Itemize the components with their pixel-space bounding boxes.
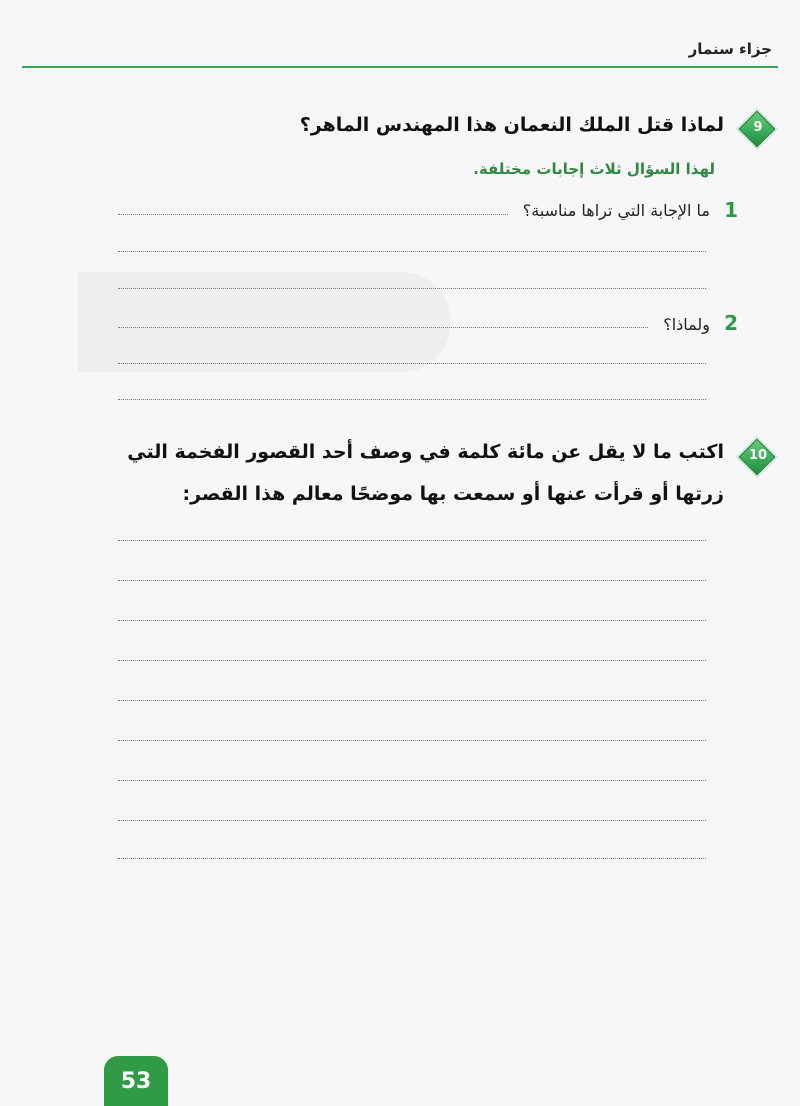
answer-line[interactable] bbox=[118, 858, 706, 859]
question-9-hint: لهذا السؤال ثلاث إجابات مختلفة. bbox=[473, 160, 715, 178]
bleed-through-banner bbox=[78, 272, 450, 372]
question-9-part-2-number: 2 bbox=[724, 311, 738, 335]
header-divider bbox=[22, 66, 778, 68]
answer-line[interactable] bbox=[118, 740, 706, 741]
question-10-number: 10 bbox=[748, 448, 768, 463]
answer-line[interactable] bbox=[118, 820, 706, 821]
answer-line[interactable] bbox=[118, 700, 706, 701]
question-9-part-2-text: ولماذا؟ bbox=[663, 315, 710, 334]
page-number: 53 bbox=[120, 1068, 152, 1094]
answer-line[interactable] bbox=[118, 327, 648, 328]
answer-line[interactable] bbox=[118, 580, 706, 581]
answer-line[interactable] bbox=[118, 540, 706, 541]
question-9-number: 9 bbox=[753, 120, 763, 135]
question-10-text-line-1: اكتب ما لا يقل عن مائة كلمة في وصف أحد القصور الفخمة التي bbox=[127, 441, 724, 463]
answer-line[interactable] bbox=[118, 288, 706, 289]
answer-line[interactable] bbox=[118, 620, 706, 621]
answer-line[interactable] bbox=[118, 399, 706, 400]
answer-line[interactable] bbox=[118, 780, 706, 781]
question-10-text-line-2: زرتها أو قرأت عنها أو سمعت بها موضحًا معالم هذا القصر: bbox=[182, 483, 724, 505]
answer-line[interactable] bbox=[118, 363, 706, 364]
page-header-title: جزاء سنمار bbox=[688, 40, 772, 58]
question-9-part-1-number: 1 bbox=[724, 198, 738, 222]
answer-line[interactable] bbox=[118, 251, 706, 252]
answer-line[interactable] bbox=[118, 214, 508, 215]
answer-line[interactable] bbox=[118, 660, 706, 661]
question-9-part-1-text: ما الإجابة التي تراها مناسبة؟ bbox=[522, 201, 710, 220]
page-number-tab bbox=[104, 1056, 168, 1106]
question-9-text: لماذا قتل الملك النعمان هذا المهندس الماهر؟ bbox=[299, 114, 724, 136]
